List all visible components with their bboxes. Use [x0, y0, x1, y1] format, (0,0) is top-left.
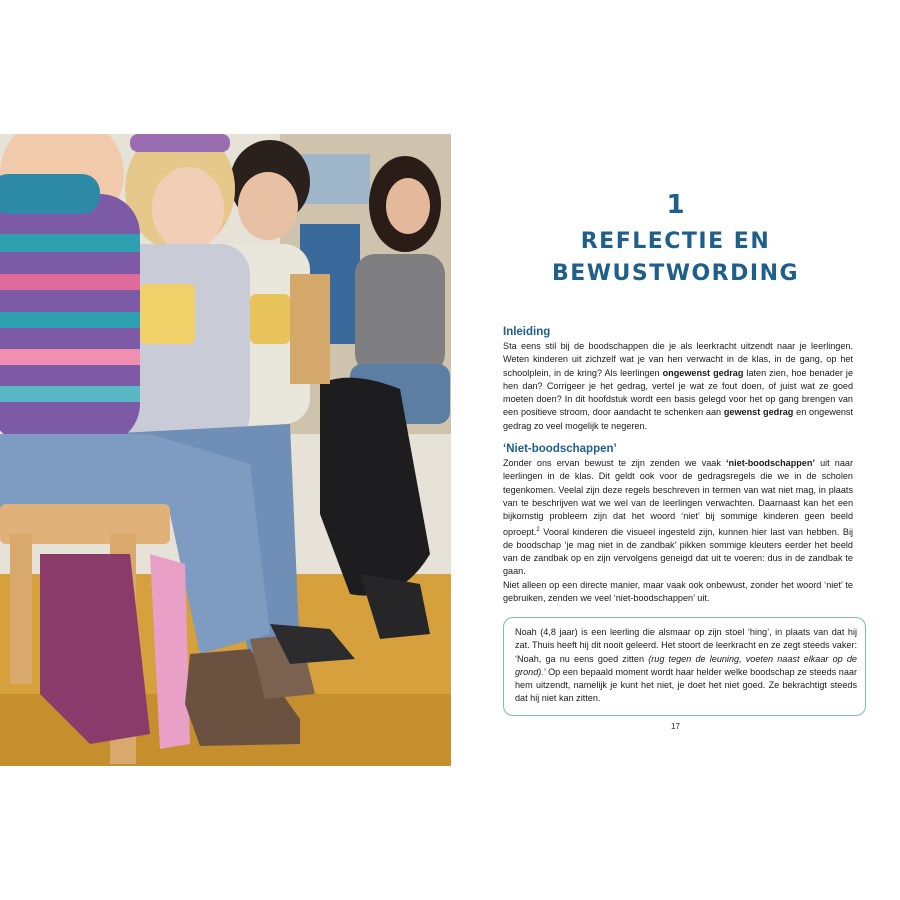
example-callout-box: Noah (4,8 jaar) is een leerling die alsmaar op zijn stoel ‘hing’, in plaats van dat hij zat. Thuis heeft hij dit nooit geleerd. Het stoort de leerkracht en ze zegt steeds vaker: ‘Noah, ga nu eens goed zitten (rug tegen de leuning, voeten naast elkaar op de grond).’ Op een bepaald moment wordt haar helder welke boodschap ze steeds naar hem uitzendt, namelijk je kunt het niet, je doet het niet goed. Ze bekrachtigt steeds dat hij niet kan zitten.: [503, 617, 866, 716]
text-page: [451, 134, 900, 766]
body-text: [503, 325, 853, 605]
paragraph-niet-boodschappen-2: Niet alleen op een directe manier, maar vaak ook onbewust, zonder het woord ‘niet’ te gebruiken, zenden we veel ‘niet-boodschappen’ uit.: [503, 579, 853, 604]
chapter-title-line-2: BEWUSTWORDING: [551, 261, 800, 286]
paragraph-inleiding: Sta eens stil bij de boodschappen die je als leerkracht uitzendt naar je leerlingen. Weten kinderen uit zichzelf wat je van hen verwacht in de klas, in de gang, op het schoolplein, in de kring? Als leerlingen ongewenst gedrag laten zien, hoe benader je hen dan? Corrigeer je het gedrag, vertel je wat ze fout doen, of juist wat ze goed moeten doen? In dit hoofdstuk wordt een basis gelegd voor het op gang brengen van een positieve stroom, door aandacht te schenken aan gewenst gedrag en ongewenst gedrag zo veel mogelijk te negeren.: [503, 341, 854, 431]
page-number: 17: [671, 722, 680, 731]
footnote-marker: 2: [536, 526, 540, 533]
children-photo-illustration: [0, 134, 451, 766]
section-heading-inleiding: Inleiding: [503, 326, 551, 338]
section-heading-niet-boodschappen: ‘Niet-boodschappen’: [503, 443, 617, 456]
chapter-title: [451, 226, 900, 290]
paragraph-niet-boodschappen-1: Zonder ons ervan bewust te zijn zenden we vaak ‘niet-boodschappen’ uit naar leerlingen in de klas. Dit geldt ook voor de gedragsregels die we in de scholen tegenkomen. Veelal zijn deze regels beschreven in termen van wat niet mag, in plaats van te beschrijven wat we wel van de leerlingen verwachten. Daarnaast kan het een bijkomstig probleem zijn dat het woord ‘niet’ bij sommige kinderen geen beeld oproept.$^2$ Vooral kinderen die visueel ingesteld zijn, kunnen hier last van hebben. Bij de boodschap ‘je mag niet in de zandbak’ pikken sommige kleuters eerder het beeld van de zandbak op en zijn vervolgens geneigd dat uit te voeren: dus in de zandbak te gaan.: [503, 458, 854, 577]
chapter-number: 1: [666, 190, 685, 220]
chapter-title-line-1: REFLECTIE EN: [580, 229, 771, 254]
chapter-photo: [0, 134, 451, 766]
